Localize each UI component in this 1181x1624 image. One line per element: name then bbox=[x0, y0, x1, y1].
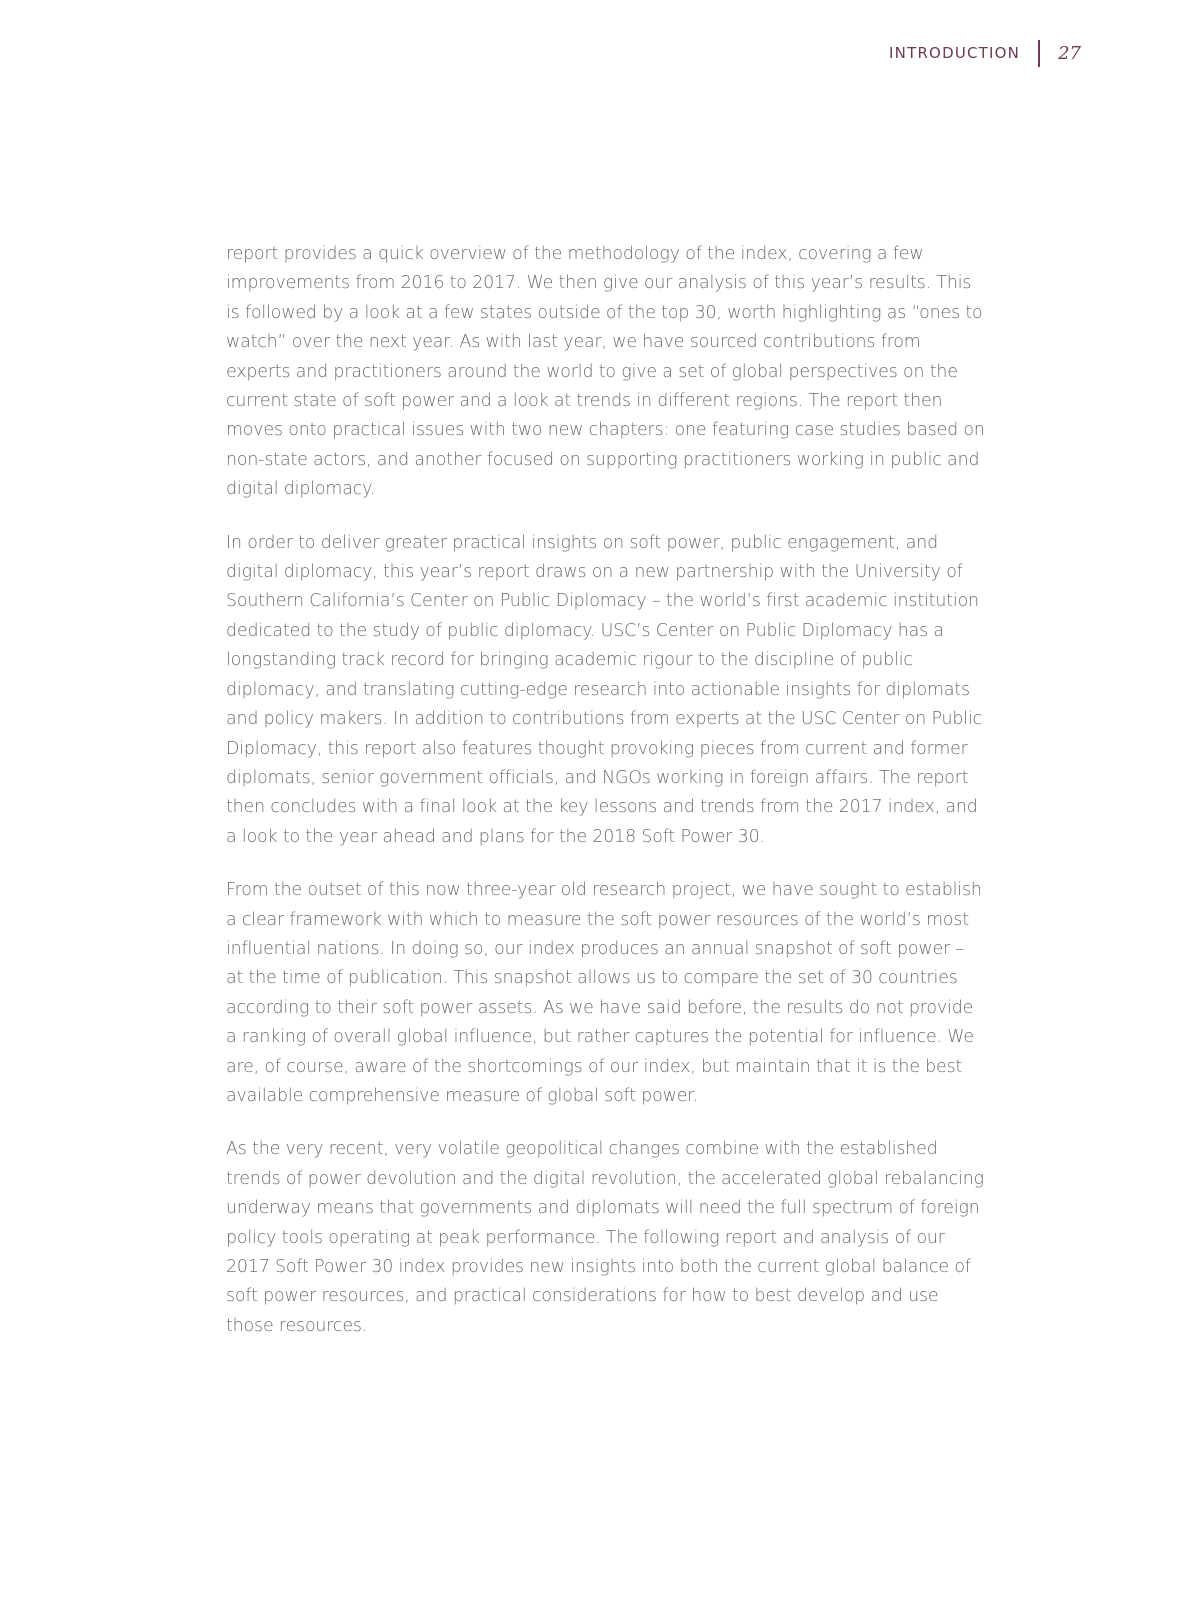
paragraph-1: report provides a quick overview of the methodology of the index, covering a few improvements from 2016 to 2017. We then give our analysis of this year’s results. This is followed by a look at a few states outside of the top 30, worth highlighting as “ones to watch” over the next year. As with last year, we have sourced contributions from experts and practitioners around the world to give a set of global perspectives on the current state of soft power and a look at trends in different regions. The report then moves onto practical issues with two new chapters: one featuring case studies based on non-state actors, and another focused on supporting practitioners working in public and digital diplomacy. bbox=[226, 244, 985, 500]
page-number: 27 bbox=[1058, 42, 1081, 64]
paragraph-4: As the very recent, very volatile geopolitical changes combine with the established trends of power devolution and the digital revolution, the accelerated global rebalancing underway means that governments and diplomats will need the full spectrum of foreign policy tools operating at peak performance. The following report and analysis of our 2017 Soft Power 30 index provides new insights into both the current global balance of soft power resources, and practical considerations for how to best develop and use those resources. bbox=[226, 1139, 984, 1336]
paragraph-3: From the outset of this now three-year old research project, we have sought to establish a clear framework with which to measure the soft power resources of the world’s most influential nations. In doing so, our index produces an annual snapshot of soft power – at the time of publication. This snapshot allows us to compare the set of 30 countries according to their soft power assets. As we have said before, the results do not provide a ranking of overall global influence, but rather captures the potential for influence. We are, of course, aware of the shortcomings of our index, but maintain that it is the best available comprehensive measure of global soft power. bbox=[226, 880, 982, 1106]
paragraph-2: In order to deliver greater practical insights on soft power, public engagement, and digital diplomacy, this year’s report draws on a new partnership with the University of Southern California’s Center on Public Diplomacy – the world’s first academic institution dedicated to the study of public diplomacy. USC’s Center on Public Diplomacy has a longstanding track record for bringing academic rigour to the discipline of public diplomacy, and translating cutting-edge research into actionable insights for diplomats and policy makers. In addition to contributions from experts at the USC Center on Public Diplomacy, this report also features thought provoking pieces from current and former diplomats, senior government officials, and NGOs working in foreign affairs. The report then concludes with a final look at the key lessons and trends from the 2017 index, and a look to the year ahead and plans for the 2018 Soft Power 30. bbox=[226, 532, 983, 847]
section-title: INTRODUCTION bbox=[889, 44, 1021, 62]
running-header bbox=[889, 40, 1081, 67]
header-divider bbox=[1038, 40, 1040, 67]
body-text bbox=[226, 240, 986, 1365]
